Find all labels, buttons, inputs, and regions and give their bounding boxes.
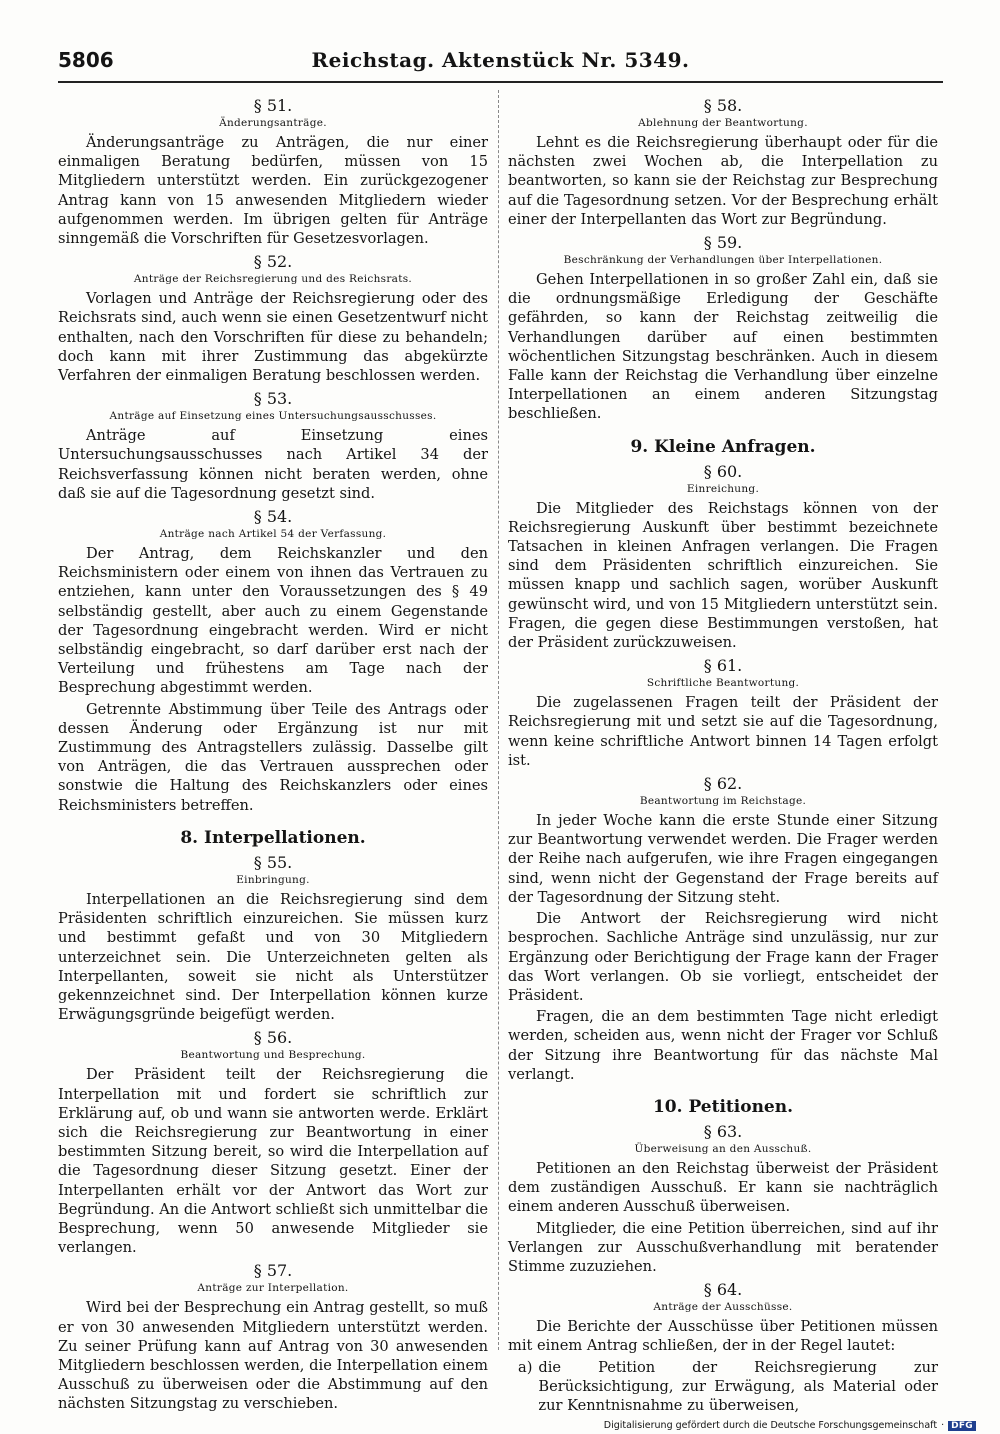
section-title: Anträge der Reichsregierung und des Reichsrats. [133,273,413,286]
list-item [518,1358,938,1416]
section-title: Einreichung. [686,482,760,495]
column-divider [498,90,499,1350]
section-number: § 62. [703,774,743,794]
section-title: Anträge der Ausschüsse. [653,1301,793,1314]
section-number: § 64. [703,1280,743,1300]
list-text: die Petition der Reichsregierung zur Berücksichtigung, zur Erwägung, als Material oder zur Kenntnisnahme zu überweisen, [538,1358,938,1414]
section-title: Beantwortung im Reichstage. [639,795,807,808]
section-number: § 59. [703,233,743,253]
section [508,1280,938,1415]
paragraph: Änderungsanträge zu Anträgen, die nur einer einmaligen Beratung bedürfen, müssen von 15 Mitgliedern unterstützt werden. Ein zurückgezogener Antrag kann von 15 anwesenden Mitgliedern wieder aufgenommen werden. Im übrigen gelten für Anträge sinngemäß die Vorschriften für Gesetzesvorlagen. [58,134,488,248]
section-number: § 54. [253,507,293,527]
paragraph: Die Mitglieder des Reichstags können von der Reichsregierung Auskunft über bestimmt bezeichnete Tatsachen in kleinen Anfragen verlangen. Die Fragen sind dem Präsidenten schriftlich einzureichen. Sie müssen knapp und sachlich sagen, worüber Auskunft gewünscht wird, und von 15 Mitgliedern unterstützt sein. Fragen, die gegen diese Bestimmungen verstoßen, hat der Präsident zurückzuweisen. [508,499,938,652]
section-number: § 55. [253,852,293,872]
group-heading: 8. Interpellationen. [180,827,366,848]
page-number: 5806 [58,48,114,72]
paragraph: Wird bei der Besprechung ein Antrag gestellt, so muß er von 30 anwesenden Mitgliedern unterstützt werden. Zu seiner Prüfung kann auf Antrag von 30 anwesenden Mitgliedern beschlossen werden, die Interpellation einem Ausschuß zu überweisen oder die Abstimmung auf den nächsten Sitzungstag zu verschieben. [58,1299,488,1413]
paragraph: Gehen Interpellationen in so großer Zahl ein, daß sie die ordnungsmäßige Erledigung der Geschäfte gefährden, so kann der Reichstag zeitweilig die Verhandlungen darüber auf einen bestimmten wöchentlichen Sitzungstag beschränken. Auch in diesem Falle kann der Reichstag die Verhandlung über einzelne Interpellationen an einem anderen Sitzungstag beschließen. [508,271,938,423]
section [508,1122,938,1276]
section [58,853,488,1024]
section [508,656,938,770]
group-heading: 10. Petitionen. [652,1096,794,1117]
section [58,1261,488,1413]
paragraph: Petitionen an den Reichstag überweist der Präsident dem zuständigen Ausschuß. Er kann sie nachträglich einem anderen Ausschuß überweisen. [508,1159,938,1216]
paragraph: Lehnt es die Reichsregierung überhaupt oder für die nächsten zwei Wochen ab, die Interpellation zu beantworten, so kann sie der Reichstag zur Besprechung auf die Tagesordnung setzen. Vor der Besprechung erhält einer der Interpellanten das Wort zur Begründung. [508,134,938,228]
section [58,389,488,503]
dfg-logo: DFG [948,1421,976,1431]
section-number: § 63. [703,1121,743,1141]
section-number: § 52. [253,252,293,272]
paragraph: Der Präsident teilt der Reichsregierung die Interpellation mit und fordert sie schriftlich zur Erklärung auf, ob und wann sie antworten werde. Erklärt sich die Reichsregierung zur Beantwortung in einer bestimmten Sitzung bereit, so wird die Interpellation auf die Tagesordnung dieser Sitzung gesetzt. Einer der Interpellanten erhält vor der Antwort das Wort zur Begründung. An die Antwort schließt sich unmittelbar die Besprechung, wenn 50 anwesende Mitglieder sie verlangen. [58,1066,488,1257]
paragraph: Getrennte Abstimmung über Teile des Antrags oder dessen Änderung oder Ergänzung ist nur mit Zustimmung des Antragstellers zulässig. Dasselbe gilt von Anträgen, die das Vertrauen aussprechen oder sonstwie die Haltung des Reichskanzlers oder eines Reichsministers betreffen. [58,700,488,814]
section-title: Änderungsanträge. [219,117,327,129]
paragraph: Interpellationen an die Reichsregierung sind dem Präsidenten schriftlich einzureichen. Sie müssen kurz und bestimmt gefaßt und von 30 Mitgliedern unterzeichnet sein. Die Unterzeichneten gelten als Interpellanten, soweit sie nicht als Unterstützer gekennzeichnet sind. Der Interpellation können kurze Erwägungsgründe beigefügt werden. [58,890,488,1024]
section-title: Anträge auf Einsetzung eines Untersuchungsausschusses. [109,410,437,423]
section [58,507,488,815]
section-title: Beantwortung und Besprechung. [180,1049,366,1062]
paragraph: Die zugelassenen Fragen teilt der Präsident der Reichsregierung mit und setzt sie auf die Tagesordnung, wenn keine schriftliche Antwort binnen 14 Tagen erfolgt ist. [508,694,938,769]
paragraph: Anträge auf Einsetzung eines Untersuchungsausschusses nach Artikel 34 der Reichsverfassung können nicht beraten werden, ohne daß sie auf die Tagesordnung gesetzt sind. [58,427,488,502]
section [508,774,938,1084]
section-number: § 60. [703,461,743,481]
separator-dot: · [941,1420,945,1431]
group-heading: 9. Kleine Anfragen. [630,436,816,457]
section-number: § 51. [253,96,293,115]
running-title: Reichstag. Aktenstück Nr. 5349. [311,48,690,72]
paragraph: Die Antwort der Reichsregierung wird nicht besprochen. Sachliche Anträge sind unzulässig, nur zur Ergänzung oder Berichtigung der Frage kann der Frager das Wort verlangen. Ob sie vorliegt, entscheidet der Präsident. [508,910,938,1004]
page-header [58,48,943,78]
section-title: Einbringung. [236,873,310,886]
section-title: Anträge zur Interpellation. [197,1282,349,1295]
section-number: § 56. [253,1028,293,1048]
credit-text: Digitalisierung gefördert durch die Deutsche Forschungsgemeinschaft [603,1420,938,1431]
paragraph: Mitglieder, die eine Petition überreichen, sind auf ihr Verlangen zur Ausschußverhandlung mit beratender Stimme zuzuziehen. [508,1219,938,1275]
section [508,462,938,653]
paragraph: Vorlagen und Anträge der Reichsregierung oder des Reichsrats sind, auch wenn sie einen Gesetzentwurf nicht enthalten, nach den Vorschriften für diese zu behandeln; doch kann mit ihrer Zustimmung das abgekürzte Verfahren der einmaligen Beratung beschlossen werden. [58,290,488,385]
section [58,1028,488,1257]
footer-credit [604,1420,976,1431]
list-marker: a) [518,1358,533,1376]
section-number: § 58. [703,96,743,115]
section [58,252,488,385]
paragraph: Fragen, die an dem bestimmten Tage nicht erledigt werden, scheiden aus, wenn nicht der Frager vor Schluß der Sitzung ihre Beantwortung für das nächste Mal verlangt. [508,1008,938,1083]
header-rule [58,81,943,83]
section-title: Schriftliche Beantwortung. [646,677,800,690]
section-number: § 57. [253,1261,293,1281]
section-number: § 53. [253,389,293,409]
paragraph: Die Berichte der Ausschüsse über Petitionen müssen mit einem Antrag schließen, der in der Regel lautet: [508,1318,938,1355]
section [508,233,938,424]
section-number: § 61. [703,656,743,676]
section-title: Überweisung an den Ausschuß. [634,1142,812,1155]
section [508,96,938,229]
section [58,96,488,248]
paragraph: Der Antrag, dem Reichskanzler und den Reichsministern oder einem von ihnen das Vertrauen zu entziehen, kann unter den Voraussetzungen des § 49 selbständig gestellt, aber auch zu einem Gegenstande der Tagesordnung eingebracht werden. Wird er nicht selbständig eingebracht, so darf darüber erst nach der Verteilung und frühestens am Tage nach der Besprechung abgestimmt werden. [58,545,488,697]
section-title: Beschränkung der Verhandlungen über Interpellationen. [563,254,883,267]
section-title: Anträge nach Artikel 54 der Verfassung. [159,528,387,541]
left-column [58,92,488,1413]
right-column [508,92,938,1414]
paragraph: In jeder Woche kann die erste Stunde einer Sitzung zur Beantwortung verwendet werden. Die Frager werden der Reihe nach aufgerufen, wie ihre Fragen eingegangen sind, wenn nicht der Gegenstand der Frage bereits auf der Tagesordnung der Sitzung steht. [508,812,938,906]
section-title: Ablehnung der Beantwortung. [638,117,808,129]
